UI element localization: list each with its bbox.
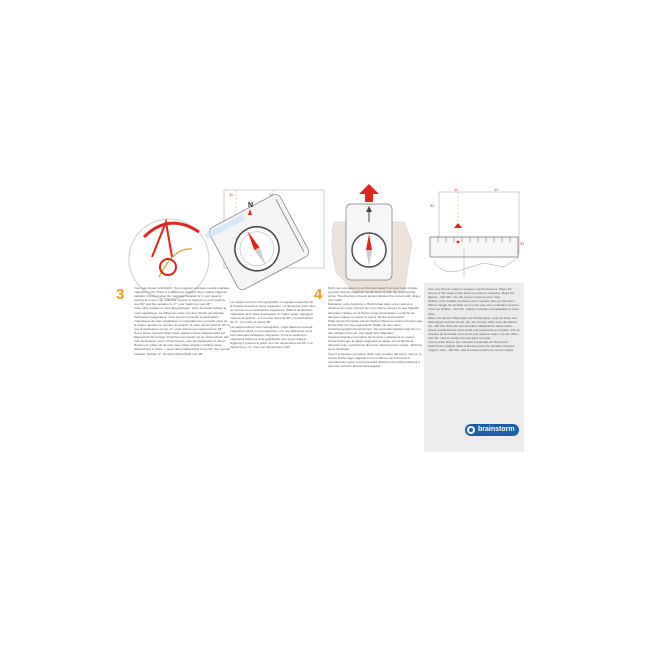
- grid-label: 11: [229, 192, 234, 197]
- grid-label: 11: [454, 187, 459, 192]
- brand-logo-icon: [467, 426, 475, 434]
- direction-arrow-icon: [359, 184, 379, 202]
- step-number: 4: [314, 286, 323, 303]
- grid-label: 32: [430, 203, 435, 208]
- grid-label: 31: [520, 241, 525, 246]
- north-label: N: [248, 202, 254, 209]
- brand-name: brainstorm: [478, 426, 515, 433]
- step3-text-col2: La mappa mostra il nord geografico. La agujas magnetica de la brújula muestra el norte magnético. La diferencia entre ellos se conoce como declinación magnética. Halla la declinación magnética de tu área observando un mapa nuevo. Agrega el número de grados - si tu rumbo fuera de 50° y la declinación de -2°, tu rumbo es ahora 48°. La mappa indica il nord cartografico. L'ago della tua bussola magnetica indica il nord magnetico. C'è una differenza tra di essi chiamata variazione magnetica. Trova la variazione magnetica della tua zona guardando una nuova mappa. Aggiungi il numero di gradi: se il tuo rilevamento era 50° e la variazione è -2°, ora il tuo rilevamento è 48°.: [230, 300, 316, 350]
- brand-logo: [465, 424, 519, 436]
- step-number: 3: [116, 286, 125, 303]
- grid-label: 12: [269, 192, 274, 197]
- diagram-romer-scale: [424, 187, 524, 287]
- diagram-magnetic-variation: [124, 187, 329, 302]
- step3-text-col1: Your map shows Grid North. Your magnetic compass needle indicates magnetic north. There is a difference between them called magnetic variation. Find out what the magnetic variation is in your area by looking at a new map. Add that number of degrees to your bearing was 50° and the variation is -2°, your bearing is now 48°. Votre carte indique le nord géographique. Votre boussole indique le nord magnétique. La différence entre ces deux Nords est appelée déclinaison magnétique. Vous pouvez consulter la déclinaison magnétique de votre localisation en regardant une nouvelle carte de la région. Ajoutez ce nombre de degrés. Si votre azimut était de 50° et que la déclinaison est de -2°, votre azimut est maintenant de 48°. Deine Karte zeigt auf Gitter-Nord, während deine Magnetnadel auf Magnetisch-Nord zeigt. Zwischen den beiden ist ein Unterschied, den man Deklination nennt. Finde heraus, was die Deklination in deiner Region ist, indem du dir eine neue Karte ansiehst. Addiere diese Abweichung in Grad — wenn deine Marschzahl zuvor 50° war und die Variation beträgt -2°, ist deine Marschzahl nun 48°.: [134, 286, 230, 356]
- diagram-compass-in-hand: [324, 182, 419, 294]
- step4-text: Hold your compass in your flat hand away from your body. Rotate yourself until the magnetic needle lines up with the red orienting arrow. The direction of travel arrow indicates the correct path. Enjoy your walk! Maintenez votre boussole à l'horizontale dans votre main et à distance du corps. Pivotez sur vous-même jusqu'à ce que l'aiguille aimantée s'aligne sur la flèche rouge d'orientation. La flèche de direction indique le chemin à suivre. Bonne promenade ! Halte deinen Kompass auf der flachen Hand von deinem Körper weg. Drehe dich, bis die magnetische Nadel mit dem roten Ausrichtungspfeil übereinstimmt. Der Ausrichtungspfeil zeigt dir nun den richtigen Kurs an. Viel Spaß beim Wandern! Sujeta la brújula en la palma de la mano y alejada de tu cuerpo. Girate hasta que la aguja magnética se alinee con la flecha de dirección roja. La flecha de dirección indica la ruta a seguir. ¡Disfruta de tu caminata! Tieni il compasso sul palmo della mano lontano dal corpo. Gira su te stesso finché l'ago magnetico non si allinea con la freccia di orientamento rossa. La freccia della direzione di marcia indicherà il percorso corretto. Buona passeggiata!: [328, 286, 424, 368]
- grid-label: 12: [494, 187, 499, 192]
- romer-text: Use your Romer scale to measure a grid reference. Place the corner of the scale on the point you want to measure. Read the figures - 118 311. Use the correct scale for your map. Utilisez votre échelle de Romer pour mesurer des coordonnées. Placez l'angle de l'échelle sur le point que vous souhaitez mesurer. Lisez les chiffres : 118 311. Utilisez l'échelle correspondant à votre carte. Misss mit deinem Planzeiger ein Planquadrat. Lege die Ecke des Planzeigers auf den Punkt, den du messen willst. Lies die Zahlen ab - 118 311. Benutze den korrekten Maßstab für deine Karte. Usa la escala Romer para medir una referencia en el plano. Pon la esquina de la escala en el punto que quieres medir. Lee las cifras - 118 311. Usa la escala correcta para tu mapa. Usa la scala Romer per misurare il reticolato di riferimento. Posiziona lo spigolo della scala sul punto che desideri misurare. Leggi le cifre - 118 311. Usa la scala corretta per la tua mappa.: [428, 287, 520, 353]
